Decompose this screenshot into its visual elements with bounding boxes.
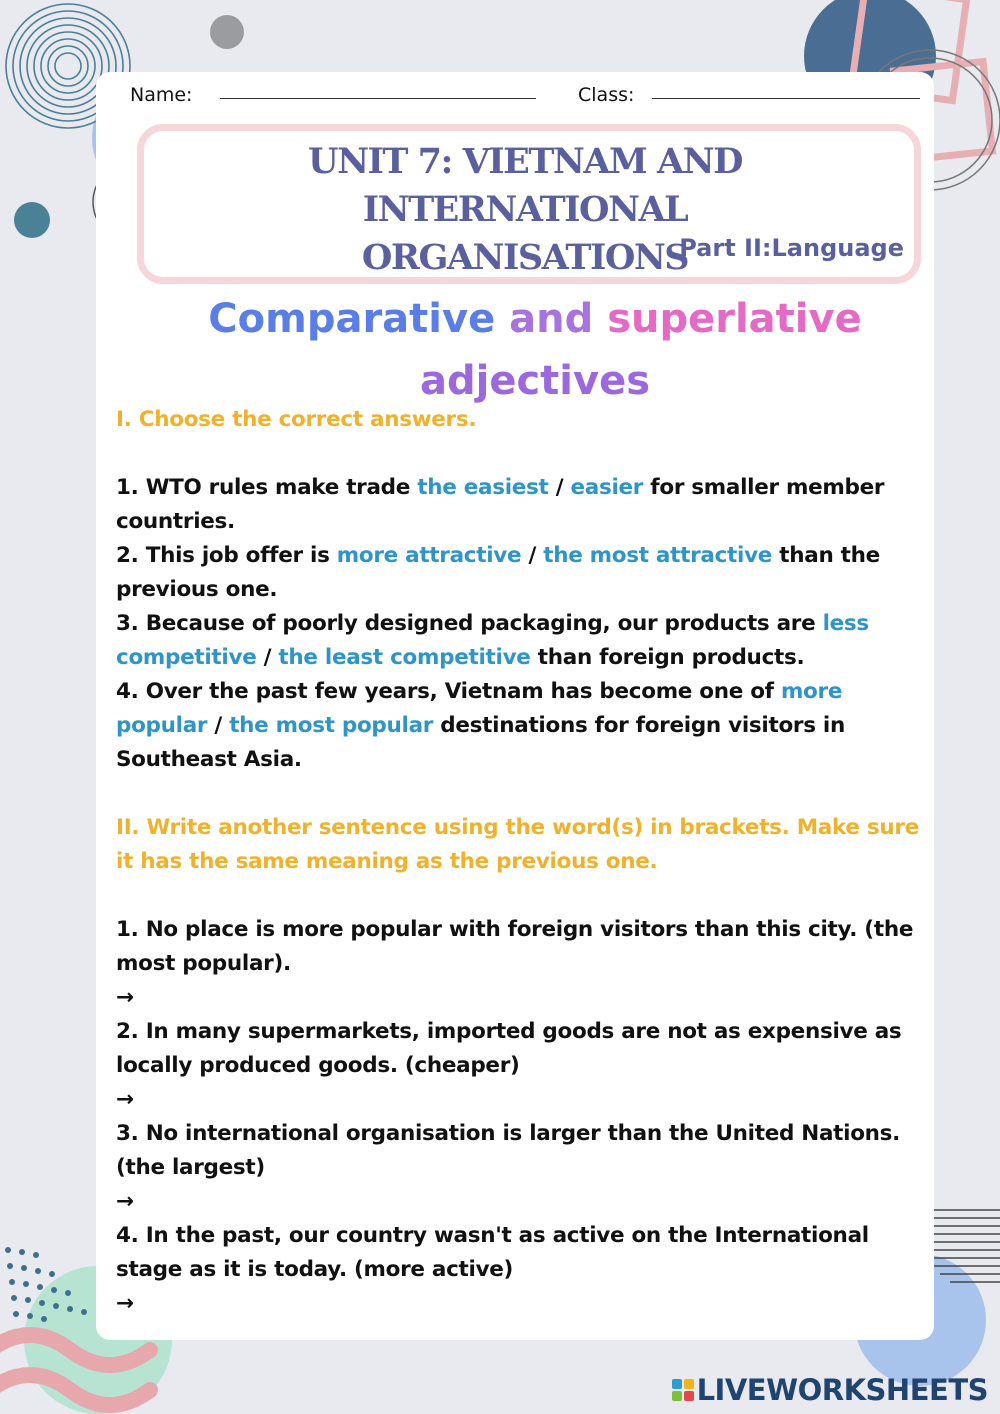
section-1-item-2 [116, 539, 938, 607]
logo-text: LIVEWORKSHEETS [696, 1373, 988, 1407]
teal-dot-left [14, 202, 50, 238]
section-2-item-1: 1. No place is more popular with foreign visitors than this city. (the most popular). [116, 917, 914, 976]
section-1-item-4 [116, 675, 938, 777]
choice-option-2[interactable]: the most attractive [543, 543, 773, 568]
item-text: 4. Over the past few years, Vietnam has become one of [116, 679, 781, 704]
name-input-line[interactable] [220, 98, 536, 99]
liveworksheets-logo-icon [672, 1379, 694, 1401]
part-label: Part II:Language [679, 234, 904, 262]
class-label: Class: [578, 84, 635, 106]
section-2-item-4: 4. In the past, our country wasn't as active on the International stage as it is today. (more active) [116, 1223, 869, 1282]
item-text: 3. Because of poorly designed packaging, our products are [116, 611, 823, 636]
section-1-heading: I. Choose the correct answers. [116, 407, 477, 432]
main-title-word-1: Comparative [208, 296, 496, 342]
liveworksheets-logo [672, 1372, 988, 1408]
main-title [130, 288, 940, 412]
unit-title-line1: UNIT 7: VIETNAM AND INTERNATIONAL [308, 141, 742, 230]
choice-separator: / [256, 645, 279, 670]
item-text: than foreign products. [530, 645, 805, 670]
worksheet-content [116, 403, 938, 1321]
main-title-word-2: and [509, 296, 594, 342]
answer-arrow-2[interactable]: → [116, 1087, 134, 1112]
item-text: destinations for foreign visitors in Southeast Asia. [116, 713, 845, 772]
unit-title-line2: ORGANISATIONS [361, 237, 689, 278]
grey-dot-top [210, 15, 244, 49]
section-1-item-1 [116, 471, 938, 539]
choice-option-2[interactable]: easier [570, 475, 644, 500]
choice-separator: / [521, 543, 544, 568]
choice-option-1[interactable]: the easiest [417, 475, 549, 500]
item-text: than the previous one. [116, 543, 880, 602]
class-input-line[interactable] [652, 98, 920, 99]
section-1-item-3 [116, 607, 938, 675]
choice-option-2[interactable]: the least competitive [278, 645, 531, 670]
section-2-heading: II. Write another sentence using the word(s) in brackets. Make sure it has the same meaning as the previous one. [116, 815, 919, 874]
item-text: 1. WTO rules make trade [116, 475, 418, 500]
item-text: for smaller member countries. [116, 475, 885, 534]
section-2-item-3: 3. No international organisation is larger than the United Nations. (the largest) [116, 1121, 901, 1180]
choice-option-1[interactable]: more attractive [336, 543, 522, 568]
main-title-word-4: adjectives [419, 358, 651, 404]
choice-separator: / [548, 475, 571, 500]
choice-option-2[interactable]: the most popular [229, 713, 434, 738]
item-text: 2. This job offer is [116, 543, 337, 568]
main-title-word-3: superlative [607, 296, 862, 342]
name-class-row [130, 84, 922, 110]
choice-option-1[interactable]: more popular [116, 679, 843, 738]
choice-separator: / [207, 713, 230, 738]
answer-arrow-4[interactable]: → [116, 1291, 134, 1316]
answer-arrow-1[interactable]: → [116, 985, 134, 1010]
choice-option-1[interactable]: less competitive [116, 611, 869, 670]
section-2-item-2: 2. In many supermarkets, imported goods are not as expensive as locally produced goods. (cheaper) [116, 1019, 902, 1078]
answer-arrow-3[interactable]: → [116, 1189, 134, 1214]
name-label: Name: [130, 84, 193, 106]
